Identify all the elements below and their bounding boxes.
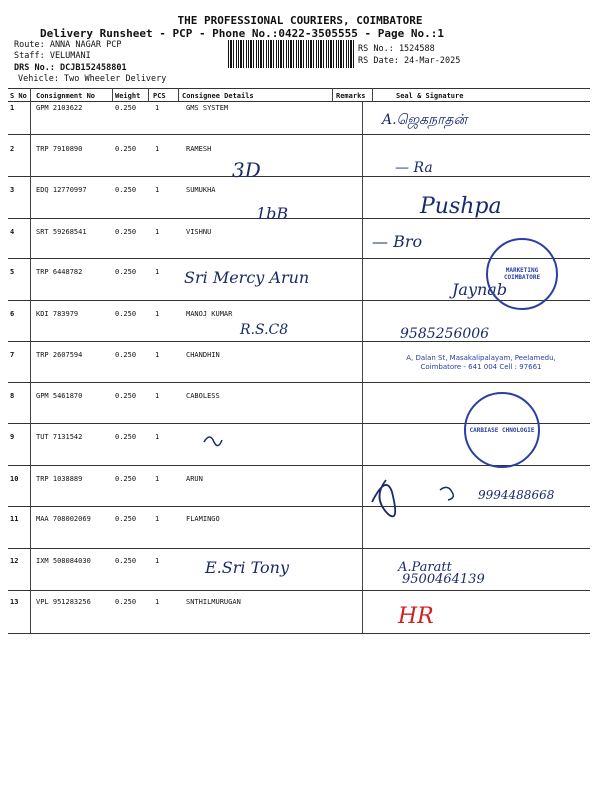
row-consignment-no: KDI 783979 [36, 310, 79, 318]
row-pcs: 1 [155, 598, 160, 606]
row-consignment-no: TRP 1038889 [36, 475, 83, 483]
col-divider [112, 88, 113, 101]
row-sno: 6 [10, 310, 15, 318]
note-row6: R.S.C8 [240, 322, 289, 338]
signature-row5: Jaynab [452, 280, 508, 299]
row-pcs: 1 [155, 310, 160, 318]
row-pcs: 1 [155, 145, 160, 153]
note-row5: Sri Mercy Arun [184, 268, 310, 287]
address-stamp: A, Dalan St, Masakalipalayam, Peelamedu, Coimbatore - 641 004 Cell : 97661 [406, 354, 556, 371]
row-consignment-no: EDQ 12770997 [36, 186, 87, 194]
row-sno: 13 [10, 598, 19, 606]
row-consignment-no: VPL 951283256 [36, 598, 91, 606]
row-pcs: 1 [155, 557, 160, 565]
row-sno: 4 [10, 228, 15, 236]
row-sno: 3 [10, 186, 15, 194]
row-consignment-no: IXM 508084030 [36, 557, 91, 565]
row-pcs: 1 [155, 104, 160, 112]
row-consignee: MANOJ KUMAR [186, 310, 233, 318]
row-pcs: 1 [155, 268, 160, 276]
row-weight: 0.250 [115, 557, 137, 565]
row-consignee: GMS SYSTEM [186, 104, 229, 112]
signature-row3: Pushpa [420, 194, 502, 219]
row-consignee: CHANDHIN [186, 351, 220, 359]
col-consignment: Consignment No [36, 92, 96, 100]
col-sno: S No [10, 92, 27, 100]
col-weight: Weight [115, 92, 141, 100]
staff-label: Staff: VELUMANI [14, 51, 91, 61]
col-divider [148, 88, 149, 101]
col-seal-signature: Seal & Signature [396, 92, 464, 100]
row-weight: 0.250 [115, 268, 137, 276]
row-sno: 7 [10, 351, 15, 359]
row-pcs: 1 [155, 392, 160, 400]
col-remarks: Remarks [336, 92, 366, 100]
runsheet-title: Delivery Runsheet - PCP - Phone No.:0422-3505555 - Page No.:1 [40, 27, 444, 40]
col-divider [30, 88, 31, 633]
row-weight: 0.250 [115, 392, 137, 400]
row-sno: 1 [10, 104, 15, 112]
note-row2: 3D [232, 158, 261, 182]
note-row3: 1bB [256, 204, 289, 223]
col-pcs: PCS [153, 92, 166, 100]
signature-row12: A.Paratt [398, 560, 452, 575]
marketing-stamp: MARKETING COIMBATORE [486, 238, 558, 310]
row-pcs: 1 [155, 475, 160, 483]
row-weight: 0.250 [115, 515, 137, 523]
vehicle-label: Vehicle: Two Wheeler Delivery [18, 74, 167, 84]
row-consignment-no: GPM 5461870 [36, 392, 83, 400]
row-rule [8, 176, 590, 177]
row-sno: 2 [10, 145, 15, 153]
col-divider [372, 88, 373, 101]
row-consignment-no: TRP 2607594 [36, 351, 83, 359]
row-consignment-no: MAA 708002069 [36, 515, 91, 523]
row-weight: 0.250 [115, 475, 137, 483]
row-weight: 0.250 [115, 228, 137, 236]
rs-date: RS Date: 24-Mar-2025 [358, 56, 461, 66]
phone-row12: 9500464139 [402, 572, 485, 587]
col-divider [178, 88, 179, 101]
col-consignee: Consignee Details [182, 92, 254, 100]
signature-row13: HR [398, 604, 434, 629]
row-consignee: SNTHILMURUGAN [186, 598, 241, 606]
row-consignment-no: TUT 7131542 [36, 433, 83, 441]
row-sno: 12 [10, 557, 19, 565]
table-top-rule [8, 88, 590, 89]
signature-row6: 9585256006 [400, 326, 490, 342]
rs-number: RS No.: 1524588 [358, 44, 435, 54]
signature-row4: — Bro [372, 232, 423, 251]
row-weight: 0.250 [115, 186, 137, 194]
route-label: Route: ANNA NAGAR PCP [14, 40, 122, 50]
row-sno: 10 [10, 475, 19, 483]
row-weight: 0.250 [115, 351, 137, 359]
row-pcs: 1 [155, 351, 160, 359]
row-sno: 9 [10, 433, 15, 441]
row-rule [8, 382, 590, 383]
col-divider [332, 88, 333, 101]
row-pcs: 1 [155, 228, 160, 236]
carbiase-stamp: CARBIASE CHNOLOGIE [464, 392, 540, 468]
row-consignment-no: SRT 59268541 [36, 228, 87, 236]
row-rule [8, 341, 590, 342]
row-rule [8, 590, 590, 591]
row-consignee: CABOLESS [186, 392, 220, 400]
signature-row2: — Ra [395, 160, 433, 176]
row-pcs: 1 [155, 186, 160, 194]
row-sno: 11 [10, 515, 19, 523]
row-weight: 0.250 [115, 598, 137, 606]
row-consignee: SUMUKHA [186, 186, 216, 194]
remarks-divider [362, 101, 363, 633]
row-pcs: 1 [155, 515, 160, 523]
drs-number: DRS No.: DCJB152458801 [14, 63, 127, 73]
row-sno: 8 [10, 392, 15, 400]
row-consignment-no: GPM 2103622 [36, 104, 83, 112]
row-pcs: 1 [155, 433, 160, 441]
company-title: THE PROFESSIONAL COURIERS, COIMBATORE [177, 14, 423, 27]
row-sno: 5 [10, 268, 15, 276]
row-consignee: FLAMINGO [186, 515, 220, 523]
row-rule [8, 134, 590, 135]
row-consignment-no: TRP 6448782 [36, 268, 83, 276]
phone-row10: 9994488668 [478, 488, 555, 502]
row-consignee: ARUN [186, 475, 203, 483]
row-weight: 0.250 [115, 433, 137, 441]
barcode [228, 40, 354, 68]
table-bottom-rule [8, 633, 590, 634]
row-consignment-no: TRP 7910890 [36, 145, 83, 153]
table-header-rule [8, 101, 590, 102]
row-weight: 0.250 [115, 104, 137, 112]
row-weight: 0.250 [115, 145, 137, 153]
row-consignee: RAMESH [186, 145, 212, 153]
row-weight: 0.250 [115, 310, 137, 318]
row-rule [8, 218, 590, 219]
row-consignee: VISHNU [186, 228, 212, 236]
signature-row1: A.ஜெகநாதன் [382, 112, 468, 128]
note-row12: E.Sri Tony [205, 558, 289, 577]
